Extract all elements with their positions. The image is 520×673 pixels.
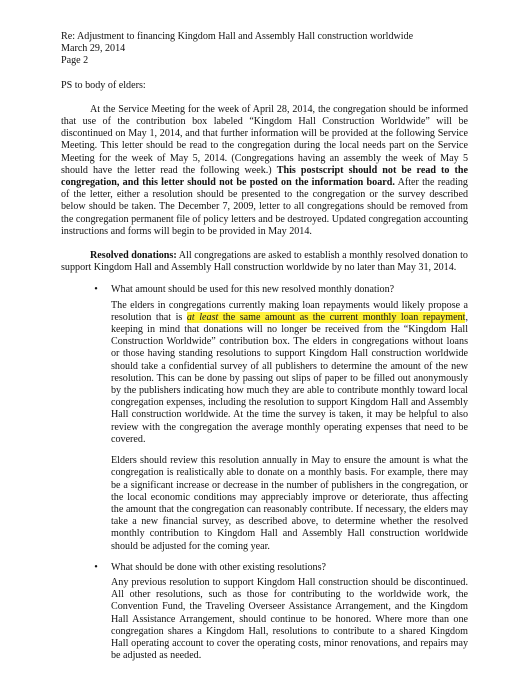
- highlighted-italic-text: at least: [186, 311, 219, 323]
- page-number: Page 2: [61, 55, 89, 67]
- list-item: [61, 284, 468, 552]
- bold-instruction: This postscript should not be read to the congregation, and this letter should not be posted on the information board.: [61, 164, 468, 189]
- bullet-icon: •: [94, 561, 98, 573]
- resolved-donations-text: All congregations are asked to establish a monthly resolved donation to support Kingdom Hall and Assembly Hall construction worldwide by no later than May 31, 2014.: [61, 250, 468, 274]
- answer-paragraph: Any previous resolution to support Kingdom Hall construction should be discontinued. All other resolutions, such as those for contributing to the worldwide work, the Convention Fund, the Traveling Overseer Assistance Arrangement, and the Kingdom Hall Assistance Arrangement, should continue to be honored. Where more than one congregation shares a Kingdom Hall, resolutions to contribute to a shared Kingdom Hall operating account to cover the operating costs, minor renovations, and repairs may be adjusted as needed.: [111, 576, 468, 662]
- question-text: What should be done with other existing resolutions?: [111, 561, 327, 573]
- answer-paragraph: [111, 300, 468, 446]
- resolved-donations-paragraph: [61, 250, 468, 274]
- date-line: March 29, 2014: [61, 43, 126, 55]
- answer-text-continued: , keeping in mind that donations will no longer be received from the “Kingdom Hall Construction Worldwide” contribution box. The elders in congregations without loans or those having standing resolutions to support Kingdom Hall construction worldwide should take a confidential survey of all publishers to determine the amount of the new resolution. This can be done by passing out slips of paper to be filled out anonymously by the publishers indicating how much they are able to contribute monthly toward local congregation expenses, including the resolution to support Kingdom Hall and Assembly Hall construction worldwide. At the time the survey is taken, it may be helpful to also review with the congregation the average monthly operating expenses that need to be covered.: [111, 311, 468, 445]
- answer-paragraph-2: Elders should review this resolution annually in May to ensure the amount is what the congregation is realistically able to donate on a monthly basis. For example, there may be a significant increase or decrease in the number of publishers in the congregation, or the local economic conditions may appreciably improve or deteriorate, thus affecting the amount that the congregation can reasonably contribute. If necessary, the elders may take a new financial survey, as described above, to determine whether the resolved monthly contribution to Kingdom Hall and Assembly Hall construction worldwide should be adjusted for the coming year.: [111, 455, 468, 552]
- question-list: [61, 284, 468, 662]
- paragraph-text: At the Service Meeting for the week of April 28, 2014, the congregation should be informed that use of the contribution box labeled “Kingdom Hall Construction Worldwide” will be discontinued on May 1, 2014, and that further information will be provided at the following Service Meeting. This letter should be read to the congregation during the local needs part on the Service Meeting for the week of May 5, 2014. (Congregations having an assembly the week of May 5 should have the letter read the following week.): [61, 103, 468, 176]
- subject-line: Re: Adjustment to financing Kingdom Hall and Assembly Hall construction worldwide: [61, 31, 414, 42]
- highlighted-phrase: the same amount as the current monthly loan repayment: [218, 311, 466, 323]
- list-item: [61, 562, 468, 663]
- resolved-donations-label: Resolved donations:: [90, 250, 177, 262]
- postscript-heading: PS to body of elders:: [61, 79, 146, 91]
- answer-text: The elders in congregations currently making loan repayments would likely propose a resolution that is: [111, 299, 468, 323]
- bullet-icon: •: [94, 284, 98, 296]
- postscript-paragraph: [61, 104, 468, 238]
- highlighted-text: [187, 312, 466, 323]
- letter-header: [61, 31, 468, 68]
- paragraph-text-continued: After the reading of the letter, either a resolution should be presented to the congregation or the survey described below should be taken. The December 7, 2009, letter to all congregations should be removed from the congregation permanent file of policy letters and be destroyed. Updated congregation accounting instructions and forms will begin to be provided in May 2014.: [61, 177, 468, 237]
- question-text: What amount should be used for this new resolved monthly donation?: [111, 284, 395, 296]
